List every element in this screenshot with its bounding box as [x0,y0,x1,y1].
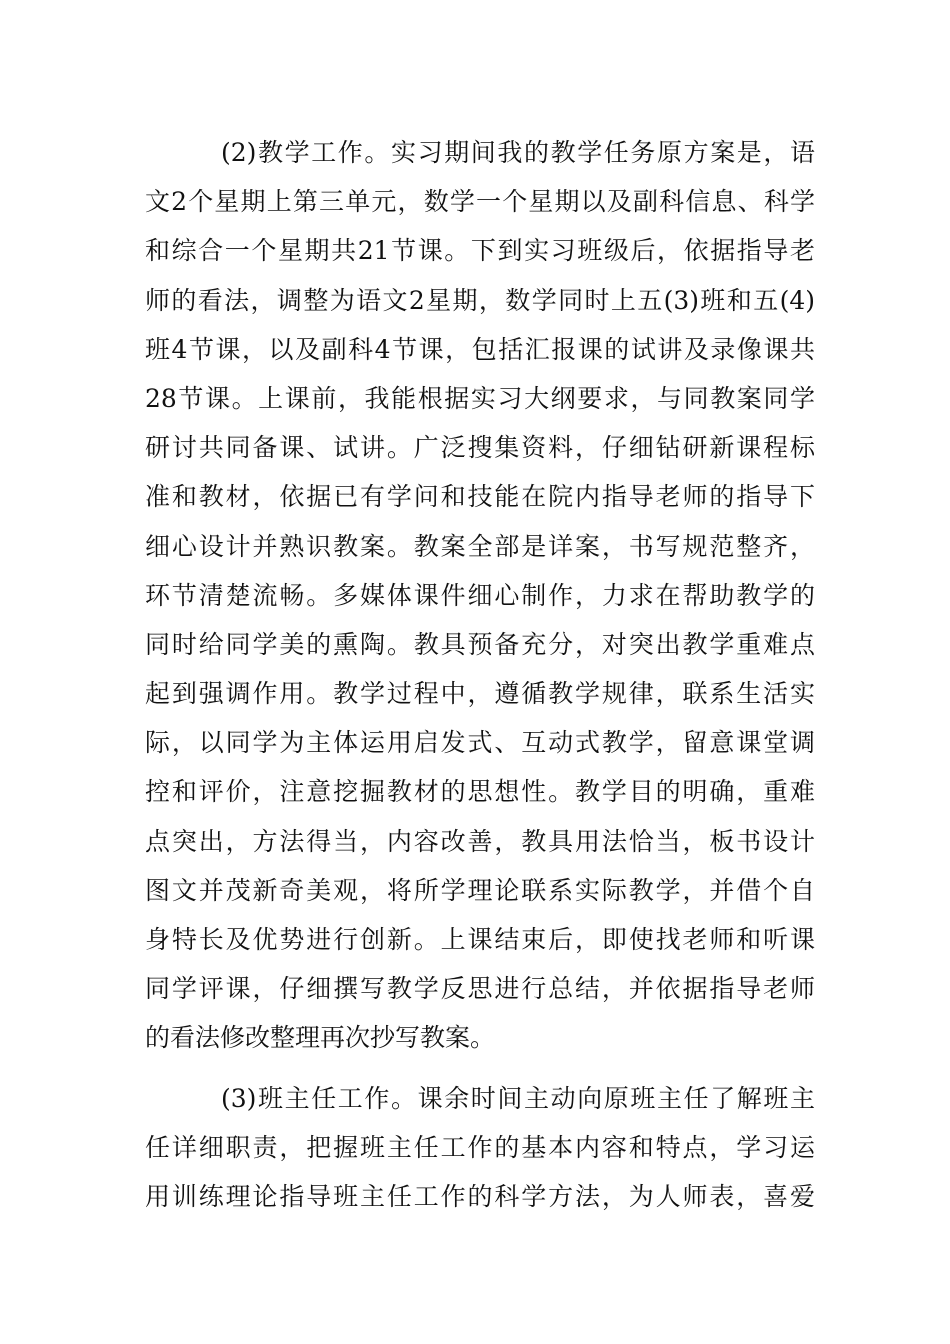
paragraph-line: 准和教材，依据已有学问和技能在院内指导老师的指导下 [145,482,815,512]
paragraph-line: (3)班主任工作。课余时间主动向原班主任了解班主 [221,1084,815,1113]
paragraph-line: 细心设计并熟识教案。教案全部是详案，书写规范整齐， [145,531,815,561]
paragraph-line: 际，以同学为主体运用启发式、互动式教学，留意课堂调 [145,728,815,758]
paragraph-line: 师的看法，调整为语文2星期，数学同时上五(3)班和五(4) [145,285,815,315]
paragraph-line: 控和评价，注意挖掘教材的思想性。教学目的明确，重难 [145,777,815,807]
paragraph-line: 和综合一个星期共21节课。下到实习班级后，依据指导老 [145,236,815,266]
paragraph-line: 环节清楚流畅。多媒体课件细心制作，力求在帮助教学的 [145,580,815,610]
paragraph-line: 点突出，方法得当，内容改善，教具用法恰当，板书设计 [145,826,815,856]
paragraph-line: 的看法修改整理再次抄写教案。 [145,1023,496,1053]
paragraph-line: 28节课。上课前，我能根据实习大纲要求，与同教案同学 [145,383,815,413]
paragraph-line: 同时给同学美的熏陶。教具预备充分，对突出教学重难点 [145,629,815,659]
paragraph-line: 任详细职责，把握班主任工作的基本内容和特点，学习运 [145,1133,815,1163]
paragraph-class-teacher-work [145,1074,815,1222]
paragraph-line: 用训练理论指导班主任工作的科学方法，为人师表，喜爱 [145,1182,815,1212]
paragraph-line: 同学评课，仔细撰写教学反思进行总结，并依据指导老师 [145,974,815,1004]
paragraph-line: (2)教学工作。实习期间我的教学任务原方案是，语 [221,138,815,167]
paragraph-line: 起到强调作用。教学过程中，遵循教学规律，联系生活实 [145,679,815,709]
paragraph-line: 图文并茂新奇美观，将所学理论联系实际教学，并借个自 [145,875,815,905]
paragraph-line: 身特长及优势进行创新。上课结束后，即使找老师和听课 [145,925,815,954]
paragraph-teaching-work [145,128,815,1063]
paragraph-line: 研讨共同备课、试讲。广泛搜集资料，仔细钻研新课程标 [145,433,815,463]
paragraph-line: 班4节课，以及副科4节课，包括汇报课的试讲及录像课共 [145,334,815,364]
paragraph-line: 文2个星期上第三单元，数学一个星期以及副科信息、科学 [145,187,815,217]
